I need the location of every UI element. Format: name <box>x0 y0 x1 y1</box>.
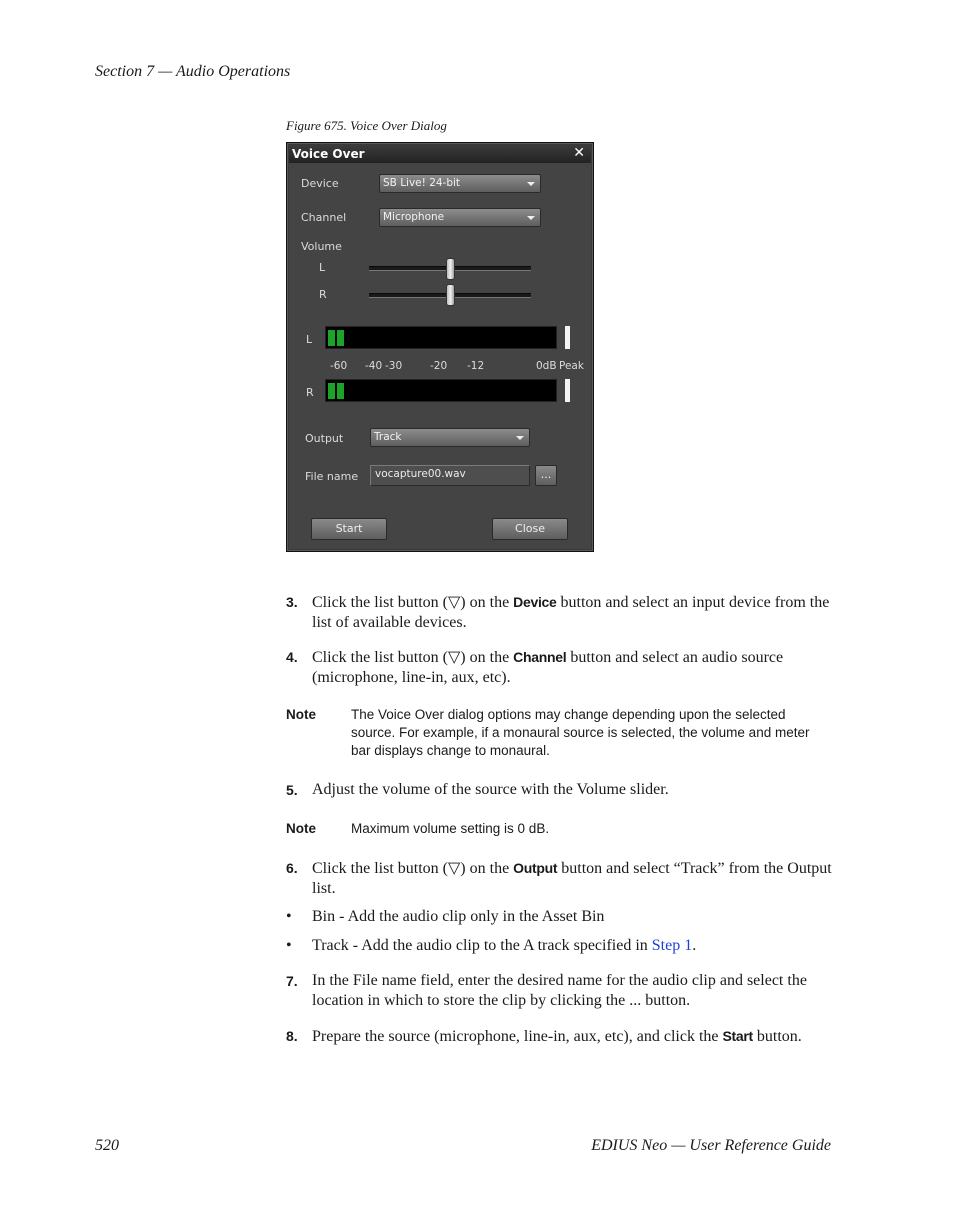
note-label: Note <box>286 821 316 836</box>
start-button[interactable]: Start <box>311 518 387 540</box>
volume-right-label: R <box>319 288 327 301</box>
step-text-part: Click the list button (▽) on the <box>312 860 514 877</box>
device-value: SB Live! 24-bit <box>383 177 461 189</box>
close-button[interactable]: Close <box>492 518 568 540</box>
step-number: 8. <box>286 1028 298 1044</box>
voice-over-dialog <box>286 142 594 552</box>
bullet-text-part: Track - Add the audio clip to the A track specified in <box>312 937 652 954</box>
bullet-text <box>312 936 696 956</box>
meter-right-segment <box>328 383 335 399</box>
figure-caption: Figure 675. Voice Over Dialog <box>286 118 447 133</box>
step-text-part: button and select “Track” from the Output list. <box>312 860 832 897</box>
scale-tick: -60 <box>330 360 348 372</box>
step-text-part: Click the list button (▽) on the <box>312 594 514 611</box>
step-number: 6. <box>286 860 298 876</box>
meter-left-label: L <box>306 333 313 346</box>
step-number: 7. <box>286 973 298 989</box>
note-label: Note <box>286 707 316 722</box>
volume-right-slider[interactable] <box>446 284 455 306</box>
dialog-title: Voice Over <box>292 147 365 161</box>
meter-left-segment <box>337 330 344 346</box>
volume-label: Volume <box>301 240 342 253</box>
scale-tick: 0dB <box>536 360 557 372</box>
output-label: Output <box>305 432 344 445</box>
step-number: 5. <box>286 782 298 798</box>
device-keyword: Device <box>513 594 557 610</box>
bullet-dot: • <box>286 937 292 954</box>
dialog-body <box>289 163 591 549</box>
step-text <box>312 647 832 688</box>
step-text: In the File name field, enter the desired name for the audio clip and select the location in which to store the clip by clicking the ... button. <box>312 972 807 1009</box>
step-number: 3. <box>286 594 298 610</box>
output-dropdown[interactable] <box>370 428 530 447</box>
step-1-link[interactable]: Step 1 <box>651 937 693 954</box>
note-text: Maximum volume setting is 0 dB. <box>351 821 550 836</box>
meter-right-segment <box>337 383 344 399</box>
step-text-part: button. <box>752 1028 802 1045</box>
step-text <box>312 858 832 899</box>
scale-tick: Peak <box>559 360 584 372</box>
section-header: Section 7 — Audio Operations <box>95 63 291 80</box>
step-number: 4. <box>286 649 298 665</box>
scale-tick: -12 <box>467 360 485 372</box>
page-number: 520 <box>95 1137 119 1154</box>
meter-left <box>325 326 557 349</box>
dialog-titlebar <box>289 145 591 163</box>
bullet-text-part: . <box>692 937 697 954</box>
device-label: Device <box>301 177 339 190</box>
channel-dropdown[interactable] <box>379 208 541 227</box>
filename-value: vocapture00.wav <box>375 468 466 480</box>
step-text <box>312 1026 832 1047</box>
channel-label: Channel <box>301 211 347 224</box>
meter-right <box>325 379 557 402</box>
volume-left-slider[interactable] <box>446 258 455 280</box>
meter-left-segment <box>328 330 335 346</box>
step-text <box>312 592 832 633</box>
scale-tick: -20 <box>430 360 448 372</box>
bullet-text: Bin - Add the audio clip only in the Asset Bin <box>312 908 605 925</box>
meter-right-label: R <box>306 386 314 399</box>
note-text: The Voice Over dialog options may change depending upon the selected source. For example, if a monaural source is selected, the volume and meter bar displays change to monaural. <box>351 707 810 758</box>
channel-keyword: Channel <box>513 649 567 665</box>
scale-tick: -30 <box>385 360 403 372</box>
volume-left-label: L <box>319 261 326 274</box>
start-keyword: Start <box>722 1028 753 1044</box>
step-text-part: Click the list button (▽) on the <box>312 649 514 666</box>
step-text-part: Prepare the source (microphone, line-in, aux, etc), and click the <box>312 1028 723 1045</box>
meter-left-peak <box>565 326 570 349</box>
step-text-part: button and select an audio source (microphone, line-in, aux, etc). <box>312 649 784 686</box>
chevron-down-icon <box>527 216 535 220</box>
chevron-down-icon <box>516 436 524 440</box>
output-keyword: Output <box>513 860 558 876</box>
scale-tick: -40 <box>365 360 383 372</box>
close-icon[interactable]: ✕ <box>573 145 585 161</box>
filename-input[interactable] <box>370 465 530 486</box>
guide-title: EDIUS Neo — User Reference Guide <box>591 1137 831 1154</box>
bullet-dot: • <box>286 908 292 925</box>
meter-right-peak <box>565 379 570 402</box>
output-value: Track <box>374 431 402 443</box>
step-text: Adjust the volume of the source with the Volume slider. <box>312 781 669 798</box>
device-dropdown[interactable] <box>379 174 541 193</box>
channel-value: Microphone <box>383 211 445 223</box>
step-text-part: button and select an input device from the list of available devices. <box>312 594 830 631</box>
filename-label: File name <box>305 470 359 483</box>
chevron-down-icon <box>527 182 535 186</box>
browse-button[interactable]: ... <box>535 465 557 486</box>
